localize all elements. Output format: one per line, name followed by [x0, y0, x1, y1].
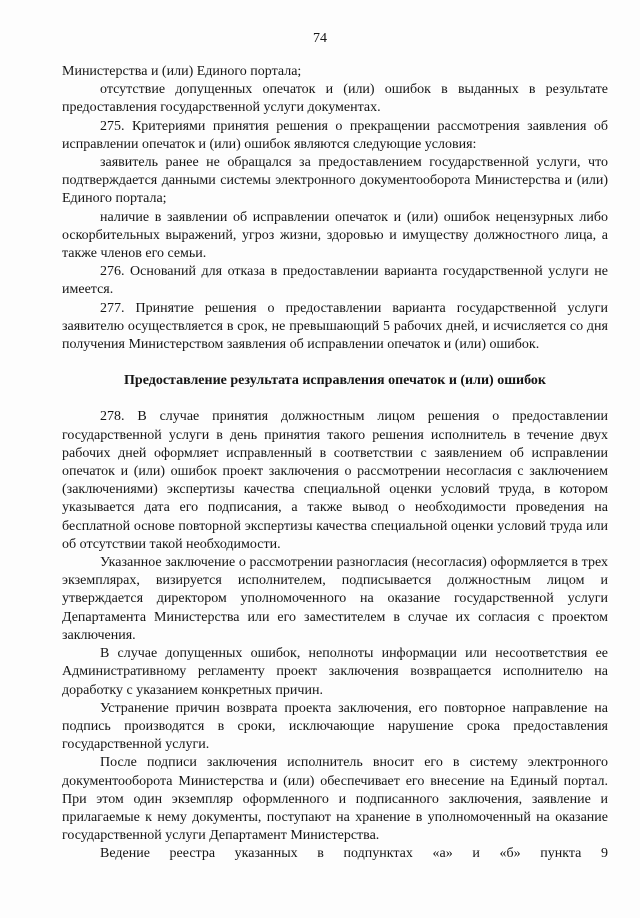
paragraph: 277. Принятие решения о предоставлении варианта государственной услуги заявителю осуществляется в срок, не превышающий 5 рабочих дней, и исчисляется со дня получения Министерством заявления об исправлении опечаток и (или) ошибок. [62, 300, 608, 353]
paragraph: Указанное заключение о рассмотрении разногласия (несогласия) оформляется в трех экземплярах, визируется исполнителем, подписывается должностным лицом и утверждается директором уполномоченного на оказание государственной услуги Департамента Министерства или его заместителем в случае их согласия с проектом заключения. [62, 555, 608, 643]
paragraph: отсутствие допущенных опечаток и (или) ошибок в выданных в результате предоставления государственной услуги документах. [62, 82, 608, 116]
paragraph: После подписи заключения исполнитель вносит его в систему электронного документооборота Министерства и (или) обеспечивает его внесение на Единый портал. При этом один экземпляр оформленного и подписанного заключения, заявление и прилагаемые к нему документы, поступают на хранение в уполномоченный на оказание государственной услуги Департамент Министерства. [62, 755, 608, 844]
document-body [62, 63, 608, 864]
paragraph: В случае допущенных ошибок, неполноты информации или несоответствия ее Административному регламенту проект заключения возвращается исполнителю на доработку с указанием конкретных причин. [62, 646, 608, 698]
section-heading: Предоставление результата исправления опечаток и (или) ошибок [124, 373, 546, 389]
paragraph: заявитель ранее не обращался за предоставлением государственной услуги, что подтверждается данными системы электронного документооборота Министерства и (или) Единого портала; [62, 155, 608, 207]
trailing-line: Ведение реестра указанных в подпунктах «а» и «б» пункта 9 [100, 846, 608, 862]
paragraph: 276. Оснований для отказа в предоставлении варианта государственной услуги не имеется. [62, 264, 608, 298]
paragraph: Министерства и (или) Единого портала; [62, 64, 302, 79]
paragraph: 278. В случае принятия должностным лицом решения о предоставлении государственной услуги в день принятия такого решения исполнитель в течение двух рабочих дней оформляет исправленный в соответствии с заявлением об исправлении опечаток и (или) ошибок проект заключения о рассмотрении несогласия с заключением (заключениями) экспертизы качества специальной оценки условий труда, в котором указывается дата его подписания, а также вывод о необходимости проведения на бесплатной основе повторной экспертизы качества специальной оценки условий труда или об отсутствии такой необходимости. [62, 409, 608, 552]
paragraph: Устранение причин возврата проекта заключения, его повторное направление на подпись производятся в сроки, исключающие нарушение срока предоставления государственной услуги. [62, 700, 608, 753]
paragraph: наличие в заявлении об исправлении опечаток и (или) ошибок нецензурных либо оскорбительных выражений, угроз жизни, здоровью и имуществу должностного лица, а также членов его семьи. [62, 209, 608, 262]
page-number: 74 [313, 31, 327, 46]
paragraph: 275. Критериями принятия решения о прекращении рассмотрения заявления об исправлении опечаток и (или) ошибок являются следующие условия: [62, 118, 608, 152]
